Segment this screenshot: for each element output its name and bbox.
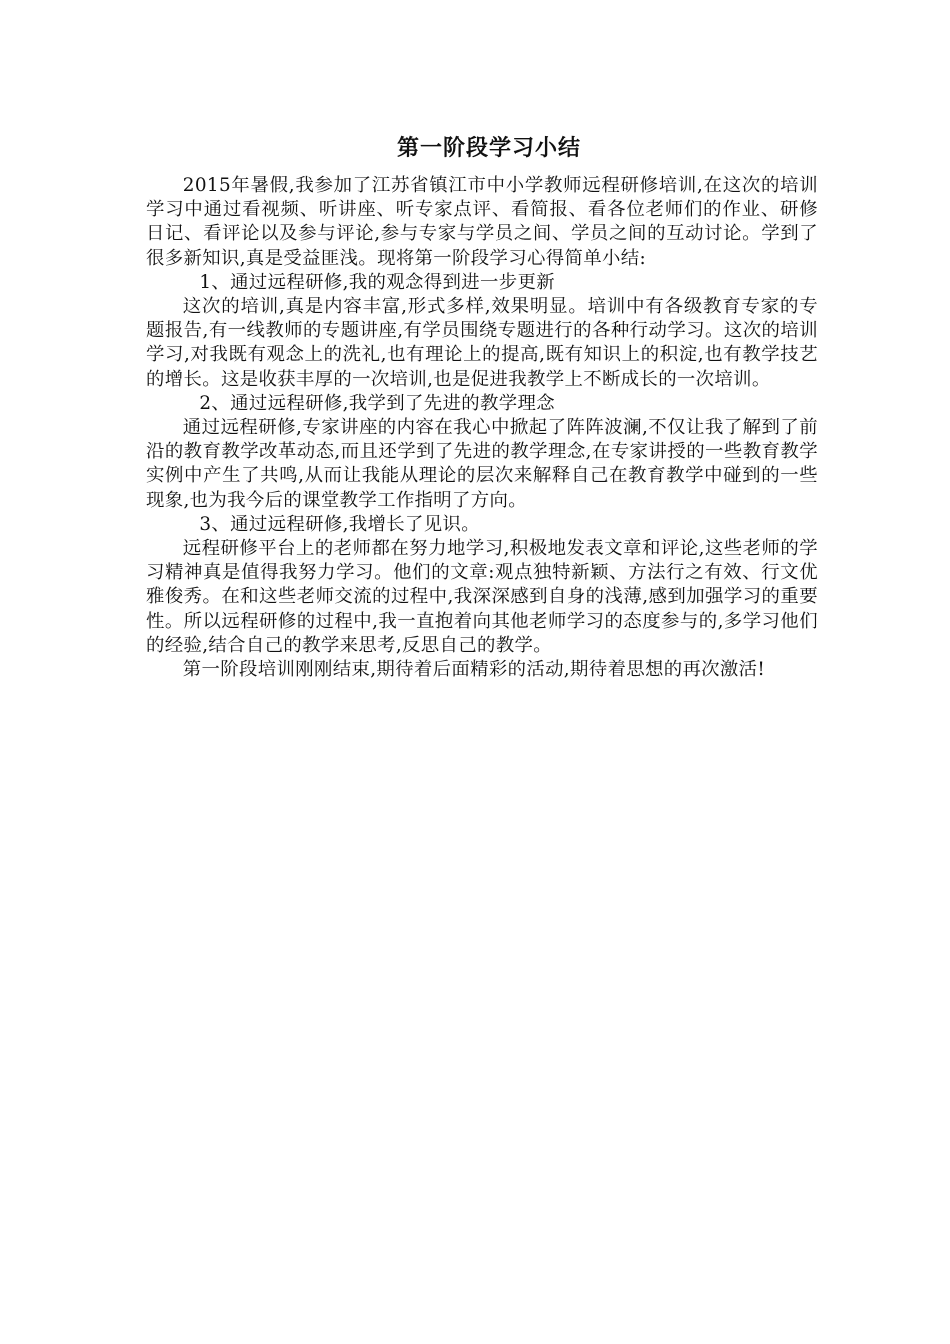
section-heading-2: 2、通过远程研修,我学到了先进的教学理念 xyxy=(199,392,555,414)
document-body xyxy=(146,174,818,682)
section-1-paragraph: 这次的培训,真是内容丰富,形式多样,效果明显。培训中有各级教育专家的专题报告,有一线教师的专题讲座,有学员围绕专题进行的各种行动学习。这次的培训学习,对我既有观念上的洗礼,也有理论上的提高,既有知识上的积淀,也有教学技艺的增长。这是收获丰厚的一次培训,也是促进我教学上不断成长的一次培训。 xyxy=(146,296,818,390)
intro-paragraph: 2015年暑假,我参加了江苏省镇江市中小学教师远程研修培训,在这次的培训学习中通过看视频、听讲座、听专家点评、看简报、看各位老师们的作业、研修日记、看评论以及参与评论,参与专家与学员之间、学员之间的互动讨论。学到了很多新知识,真是受益匪浅。现将第一阶段学习心得简单小结: xyxy=(146,175,818,269)
section-heading-1: 1、通过远程研修,我的观念得到进一步更新 xyxy=(199,271,555,293)
section-heading-3: 3、通过远程研修,我增长了见识。 xyxy=(199,513,480,535)
document-title: 第一阶段学习小结 xyxy=(396,136,581,161)
closing-paragraph: 第一阶段培训刚刚结束,期待着后面精彩的活动,期待着思想的再次激活! xyxy=(182,659,766,681)
section-3-paragraph: 远程研修平台上的老师都在努力地学习,积极地发表文章和评论,这些老师的学习精神真是值得我努力学习。他们的文章:观点独特新颖、方法行之有效、行文优雅俊秀。在和这些老师交流的过程中,我深深感到自身的浅薄,感到加强学习的重要性。所以远程研修的过程中,我一直抱着向其他老师学习的态度参与的,多学习他们的经验,结合自己的教学来思考,反思自己的教学。 xyxy=(146,538,818,656)
section-2-paragraph: 通过远程研修,专家讲座的内容在我心中掀起了阵阵波澜,不仅让我了解到了前沿的教育教学改革动态,而且还学到了先进的教学理念,在专家讲授的一些教育教学实例中产生了共鸣,从而让我能从理论的层次来解释自己在教育教学中碰到的一些现象,也为我今后的课堂教学工作指明了方向。 xyxy=(146,417,818,511)
